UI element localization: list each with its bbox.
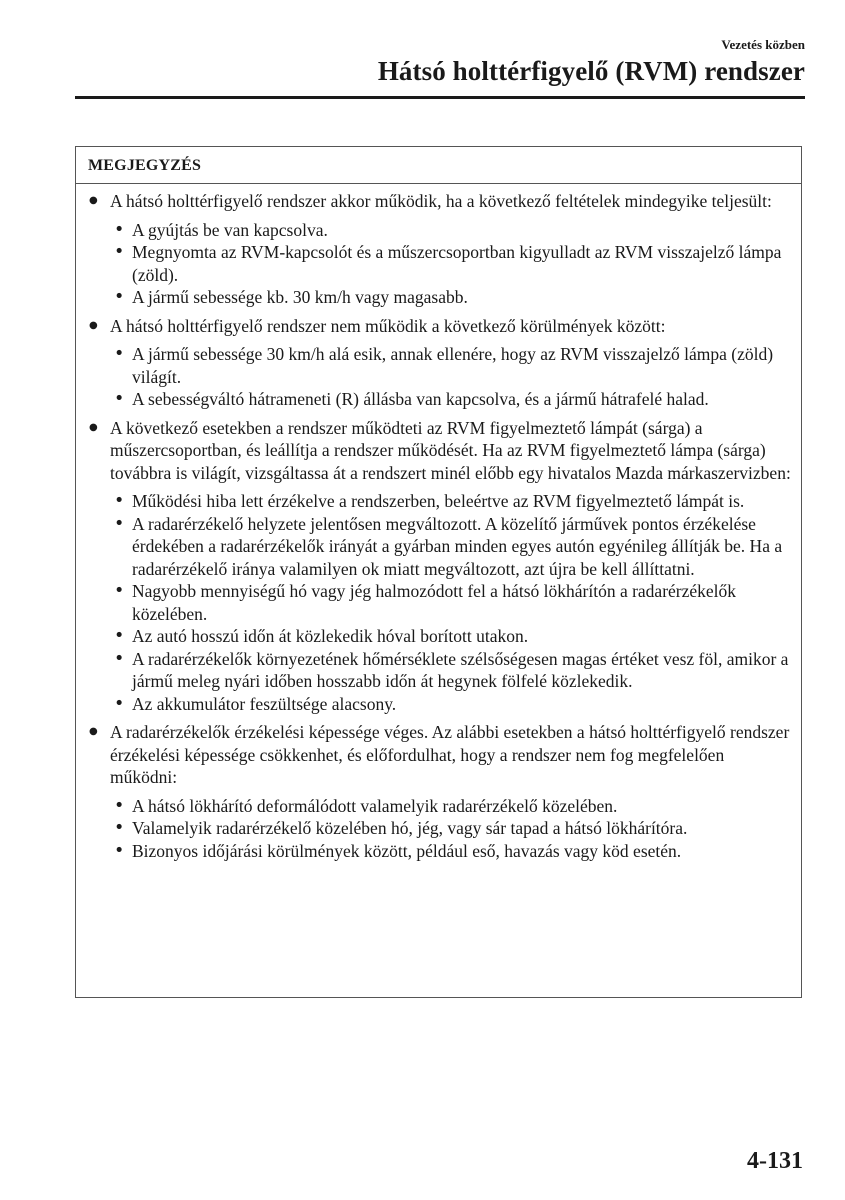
note-subitem: • A hátsó lökhárító deformálódott valamelyik radarérzékelő közelében. [110, 795, 791, 818]
note-box [75, 146, 802, 998]
header-rule [75, 96, 805, 99]
note-subitem: • A jármű sebessége kb. 30 km/h vagy magasabb. [110, 286, 791, 309]
note-subitem: • A radarérzékelő helyzete jelentősen megváltozott. A közelítő járművek pontos érzékelése érdekében a radarérzékelők irányát a gyárban minden egyes autón egyénileg állítják be. Ha a radarérzékelő iránya valamilyen ok miatt megváltozott, azt újra be kell állíttatni. [110, 513, 791, 581]
note-subitem: • Megnyomta az RVM-kapcsolót és a műszercsoportban kigyulladt az RVM visszajelző lámpa (zöld). [110, 241, 791, 286]
note-subitem: • A gyújtás be van kapcsolva. [110, 219, 791, 242]
note-item [88, 417, 791, 716]
note-item [88, 721, 791, 862]
note-subitem: • A radarérzékelők környezetének hőmérséklete szélsőségesen magas értéket vesz föl, amikor a jármű meleg nyári időben hosszabb időn át hegynek fölfelé közlekedik. [110, 648, 791, 693]
note-sublist [110, 795, 791, 863]
note-item [88, 315, 791, 411]
note-subitem: • Az autó hosszú időn át közlekedik hóval borított utakon. [110, 625, 791, 648]
note-body [76, 184, 801, 862]
note-sublist [110, 343, 791, 411]
note-item [88, 190, 791, 309]
note-sublist [110, 490, 791, 715]
page-title: Hátsó holttérfigyelő (RVM) rendszer [377, 56, 805, 86]
note-heading: MEGJEGYZÉS [76, 147, 801, 184]
page-number: 4-131 [747, 1148, 803, 1174]
note-list [88, 190, 791, 862]
note-item-text: ● A következő esetekben a rendszer működteti az RVM figyelmeztető lámpát (sárga) a műszercsoportban, és leállítja a rendszer működését. Ha az RVM figyelmeztető lámpa (sárga) továbbra is világít, vizsgáltassa át a rendszert minél előbb egy hivatalos Mazda márkaszervizben: [110, 417, 791, 483]
section-label: Vezetés közben [721, 37, 805, 52]
note-item-text: ● A hátsó holttérfigyelő rendszer nem működik a következő körülmények között: [110, 315, 666, 336]
note-subitem: • Bizonyos időjárási körülmények között, például eső, havazás vagy köd esetén. [110, 840, 791, 863]
note-item-text: ● A radarérzékelők érzékelési képessége véges. Az alábbi esetekben a hátsó holttérfigyelő rendszer érzékelési képessége csökkenhet, és előfordulhat, hogy a rendszer nem fog megfelelően működni: [110, 722, 790, 787]
note-sublist [110, 219, 791, 309]
note-subitem: • Valamelyik radarérzékelő közelében hó, jég, vagy sár tapad a hátsó lökhárítóra. [110, 817, 791, 840]
note-subitem: • Nagyobb mennyiségű hó vagy jég halmozódott fel a hátsó lökhárítón a radarérzékelők közelében. [110, 580, 791, 625]
note-item-text: ● A hátsó holttérfigyelő rendszer akkor működik, ha a következő feltételek mindegyike teljesült: [110, 191, 772, 211]
note-subitem: • A sebességváltó hátrameneti (R) állásba van kapcsolva, és a jármű hátrafelé halad. [110, 388, 791, 411]
note-subitem: • Működési hiba lett érzékelve a rendszerben, beleértve az RVM figyelmeztető lámpát is. [110, 490, 791, 513]
note-subitem: • Az akkumulátor feszültsége alacsony. [110, 693, 791, 716]
note-subitem: • A jármű sebessége 30 km/h alá esik, annak ellenére, hogy az RVM visszajelző lámpa (zöld) világít. [110, 343, 791, 388]
